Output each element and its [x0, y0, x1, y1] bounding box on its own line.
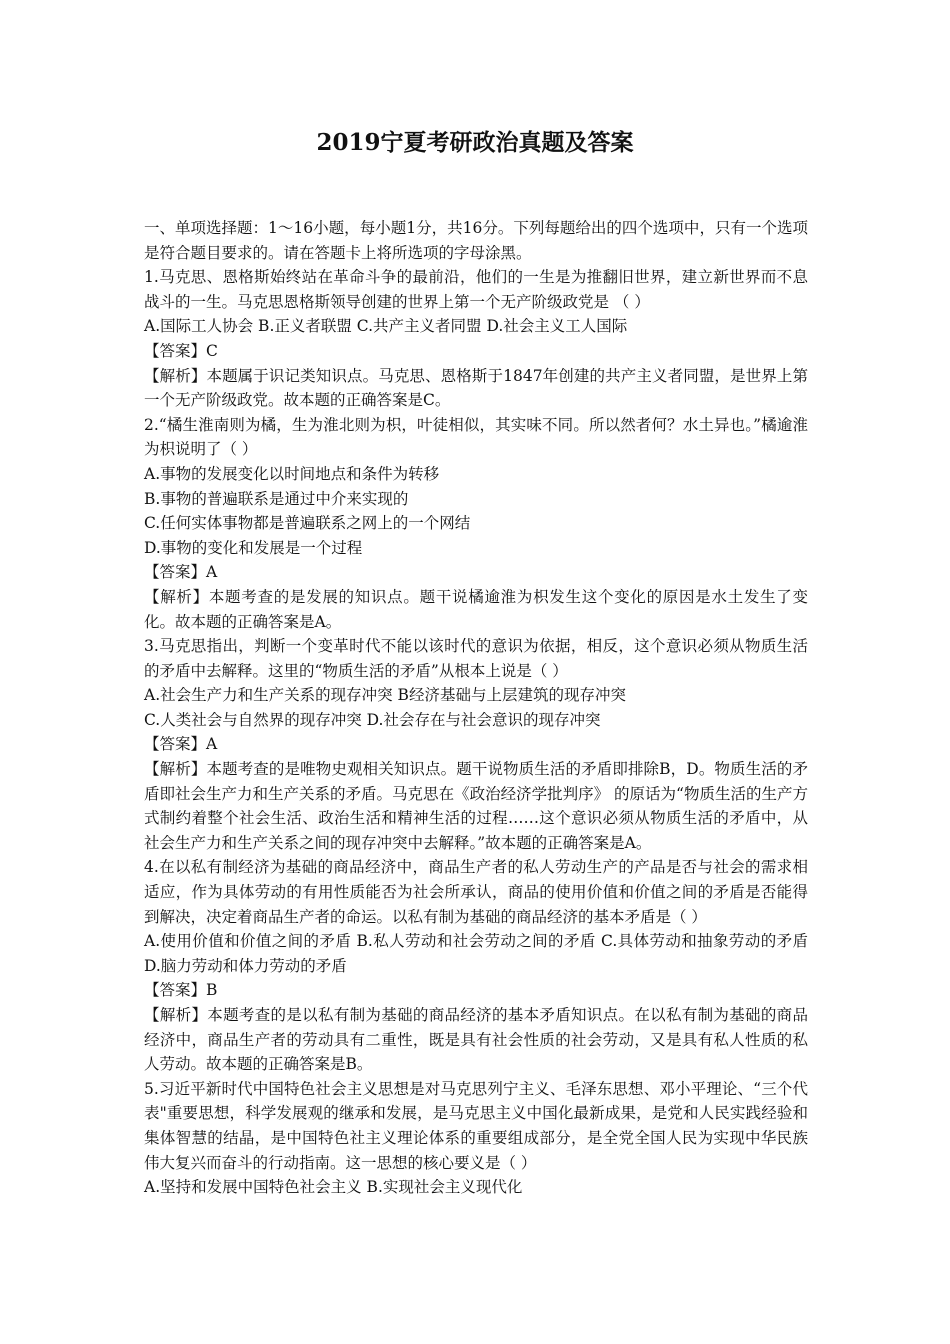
answer-line: 【答案】C: [144, 341, 218, 360]
answer-line: 【答案】A: [144, 735, 218, 754]
question-option: A.事物的发展变化以时间地点和条件为转移: [144, 464, 440, 483]
question-option: A.坚持和发展中国特色社会主义 B.实现社会主义现代化: [144, 1178, 523, 1197]
section-intro: 一、单项选择题：1～16小题，每小题1分，共16分。下列每题给出的四个选项中，只有一个选项是符合题目要求的。请在答题卡上将所选项的字母涂黑。: [144, 219, 808, 262]
question-option: D.事物的变化和发展是一个过程: [144, 538, 363, 557]
question-option: C.人类社会与自然界的现存冲突 D.社会存在与社会意识的现存冲突: [144, 710, 601, 729]
question-stem: 2.“橘生淮南则为橘，生为淮北则为枳，叶徒相似，其实味不同。所以然者何？水土异也。”橘逾淮为枳说明了（ ）: [144, 415, 808, 459]
question-option: B.事物的普遍联系是通过中介来实现的: [144, 489, 409, 508]
question-option: C.任何实体事物都是普遍联系之网上的一个网结: [144, 514, 471, 533]
answer-line: 【答案】A: [144, 563, 218, 582]
question-stem: 1.马克思、恩格斯始终站在革命斗争的最前沿，他们的一生是为推翻旧世界，建立新世界而不息战斗的一生。马克思恩格斯领导创建的世界上第一个无产阶级政党是 （ ）: [144, 268, 808, 311]
analysis-text: 【解析】本题考查的是以私有制为基础的商品经济的基本矛盾知识点。在以私有制为基础的商品经济中，商品生产者的劳动具有二重性，既是具有社会性质的社会劳动，又是具有私人性质的私人劳动。故本题的正确答案是B。: [144, 1006, 808, 1074]
document-body: [144, 216, 808, 1200]
question-stem: 3.马克思指出，判断一个变革时代不能以该时代的意识为依据，相反，这个意识必须从物质生活的矛盾中去解释。这里的“物质生活的矛盾”从根本上说是（ ）: [144, 637, 808, 680]
analysis-text: 【解析】本题考查的是唯物史观相关知识点。题干说物质生活的矛盾即排除B，D。物质生活的矛盾即社会生产力和生产关系的矛盾。马克思在《政治经济学批判序》 的原话为“物质生活的生产方式制约着整个社会生活、政治生活和精神生活的过程……这个意识必须从物质生活的矛盾中，从社会生产力和生产关系之间的现存冲突中去解释。”故本题的正确答案是A。: [144, 760, 808, 852]
answer-line: 【答案】B: [144, 981, 218, 1000]
analysis-text: 【解析】本题属于识记类知识点。马克思、恩格斯于1847年创建的共产主义者同盟，是世界上第一个无产阶级政党。故本题的正确答案是C。: [144, 366, 808, 410]
analysis-text: 【解析】本题考查的是发展的知识点。题干说橘逾淮为枳发生这个变化的原因是水土发生了变化。故本题的正确答案是A。: [144, 587, 808, 631]
question-option: A.社会生产力和生产关系的现存冲突 B经济基础与上层建筑的现存冲突: [144, 686, 626, 705]
question-stem: 5.习近平新时代中国特色社会主义思想是对马克思列宁主义、毛泽东思想、邓小平理论、“三个代表"重要思想，科学发展观的继承和发展，是马克思主义中国化最新成果，是党和人民实践经验和集体智慧的结晶，是中国特色社主义理论体系的重要组成部分，是全党全国人民为实现中华民族伟大复兴而奋斗的行动指南。这一思想的核心要义是（ ）: [144, 1079, 808, 1172]
question-stem: 4.在以私有制经济为基础的商品经济中，商品生产者的私人劳动生产的产品是否与社会的需求相适应，作为具体劳动的有用性质能否为社会所承认，商品的使用价值和价值之间的矛盾是否能得到解决，决定着商品生产者的命运。以私有制为基础的商品经济的基本矛盾是（ ）: [144, 858, 808, 926]
question-option: A.使用价值和价值之间的矛盾 B.私人劳动和社会劳动之间的矛盾 C.具体劳动和抽象劳动的矛盾 D.脑力劳动和体力劳动的矛盾: [144, 932, 808, 975]
question-option: A.国际工人协会 B.正义者联盟 C.共产主义者同盟 D.社会主义工人国际: [144, 317, 628, 336]
document-title: 2019宁夏考研政治真题及答案: [316, 129, 634, 156]
